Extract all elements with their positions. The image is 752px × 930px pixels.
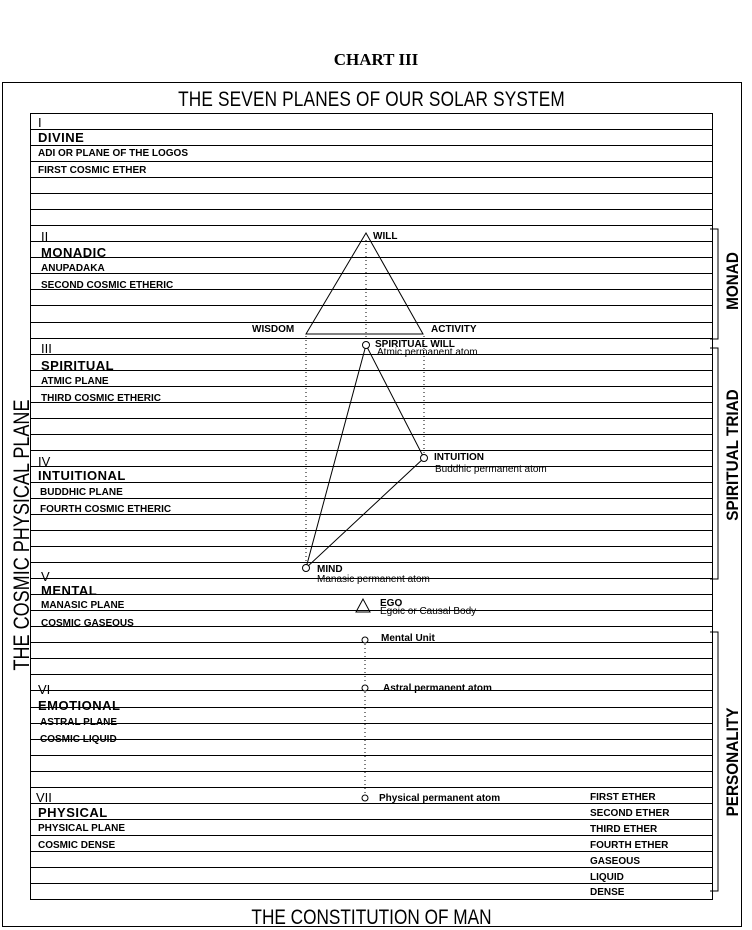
plane-subtitle: COSMIC GASEOUS xyxy=(41,618,134,629)
plane-name: MONADIC xyxy=(41,245,107,260)
plane-subtitle: COSMIC LIQUID xyxy=(40,734,117,745)
plane-subtitle: THIRD COSMIC ETHERIC xyxy=(41,393,161,404)
monad-triangle xyxy=(306,233,423,334)
manasic-atom-label: Manasic permanent atom xyxy=(317,574,430,585)
bottom-title: THE CONSTITUTION OF MAN xyxy=(251,906,492,929)
plane-numeral: VII xyxy=(36,790,52,805)
plane-subtitle: PHYSICAL PLANE xyxy=(38,823,126,834)
physical-subplane-label: GASEOUS xyxy=(590,856,641,867)
activity-label: ACTIVITY xyxy=(431,324,477,335)
spiritual-triad-label: SPIRITUAL TRIAD xyxy=(723,389,742,521)
physical-subplane-label: FIRST ETHER xyxy=(590,792,656,803)
physical-subplane-label: SECOND ETHER xyxy=(590,808,670,819)
plane-numeral: I xyxy=(38,115,42,130)
plane-subtitle: ATMIC PLANE xyxy=(41,376,109,387)
plane-name: DIVINE xyxy=(38,130,85,145)
atmic-atom-circle xyxy=(363,342,370,349)
plane-name: EMOTIONAL xyxy=(38,698,121,713)
plane-name: INTUITIONAL xyxy=(38,468,126,483)
personality-bracket xyxy=(710,632,718,891)
intuition-label: INTUITION xyxy=(434,452,484,463)
plane-name: SPIRITUAL xyxy=(41,358,115,373)
monad-label: MONAD xyxy=(723,252,742,310)
triad-triangle xyxy=(306,345,424,568)
astral-atom-label: Astral permanent atom xyxy=(383,683,492,694)
physical-subplane-label: FOURTH ETHER xyxy=(590,840,669,851)
buddhic-atom-circle xyxy=(421,455,428,462)
will-label: WILL xyxy=(373,231,398,242)
plane-subtitle: FIRST COSMIC ETHER xyxy=(38,165,147,176)
ego-label: EGO xyxy=(380,598,403,609)
plane-numeral: VI xyxy=(38,682,51,697)
plane-numeral: III xyxy=(41,341,52,356)
plane-name: PHYSICAL xyxy=(38,805,108,820)
buddhic-atom-label: Buddhic permanent atom xyxy=(435,464,547,475)
causal-body-label: Egoic or Causal Body xyxy=(380,606,477,617)
physical-subplane-label: DENSE xyxy=(590,887,625,898)
personality-label: PERSONALITY xyxy=(723,707,742,817)
plane-subtitle: FOURTH COSMIC ETHERIC xyxy=(40,504,172,515)
plane-subtitle: COSMIC DENSE xyxy=(38,840,116,851)
physical-atom-circle xyxy=(362,795,368,801)
plane-numeral: IV xyxy=(38,454,51,469)
plane-subtitle: BUDDHIC PLANE xyxy=(40,487,123,498)
manasic-atom-circle xyxy=(303,565,310,572)
plane-numeral: V xyxy=(41,569,50,584)
physical-atom-label: Physical permanent atom xyxy=(379,793,501,804)
atmic-atom-label: Atmic permanent atom xyxy=(377,347,478,358)
astral-atom-circle xyxy=(362,685,368,691)
plane-name: MENTAL xyxy=(41,583,98,598)
plane-subtitle: ADI OR PLANE OF THE LOGOS xyxy=(38,148,189,159)
physical-subplane-label: THIRD ETHER xyxy=(590,824,658,835)
main-title: THE SEVEN PLANES OF OUR SOLAR SYSTEM xyxy=(178,88,565,111)
plane-numeral: II xyxy=(41,229,49,244)
plane-subtitle: ASTRAL PLANE xyxy=(40,717,118,728)
plane-subtitle: MANASIC PLANE xyxy=(41,600,125,611)
triad-bracket xyxy=(710,348,718,579)
spiritual-will-label: SPIRITUAL WILL xyxy=(375,339,455,350)
chart-label: CHART III xyxy=(333,50,419,69)
wisdom-label: WISDOM xyxy=(252,324,295,335)
plane-subtitle: ANUPADAKA xyxy=(41,263,105,274)
physical-subplane-label: LIQUID xyxy=(590,872,624,883)
left-vertical-label: THE COSMIC PHYSICAL PLANE xyxy=(9,399,34,671)
mind-label: MIND xyxy=(317,564,343,575)
mental-unit-circle xyxy=(362,637,368,643)
mental-unit-label: Mental Unit xyxy=(381,633,435,644)
plane-subtitle: SECOND COSMIC ETHERIC xyxy=(41,280,174,291)
